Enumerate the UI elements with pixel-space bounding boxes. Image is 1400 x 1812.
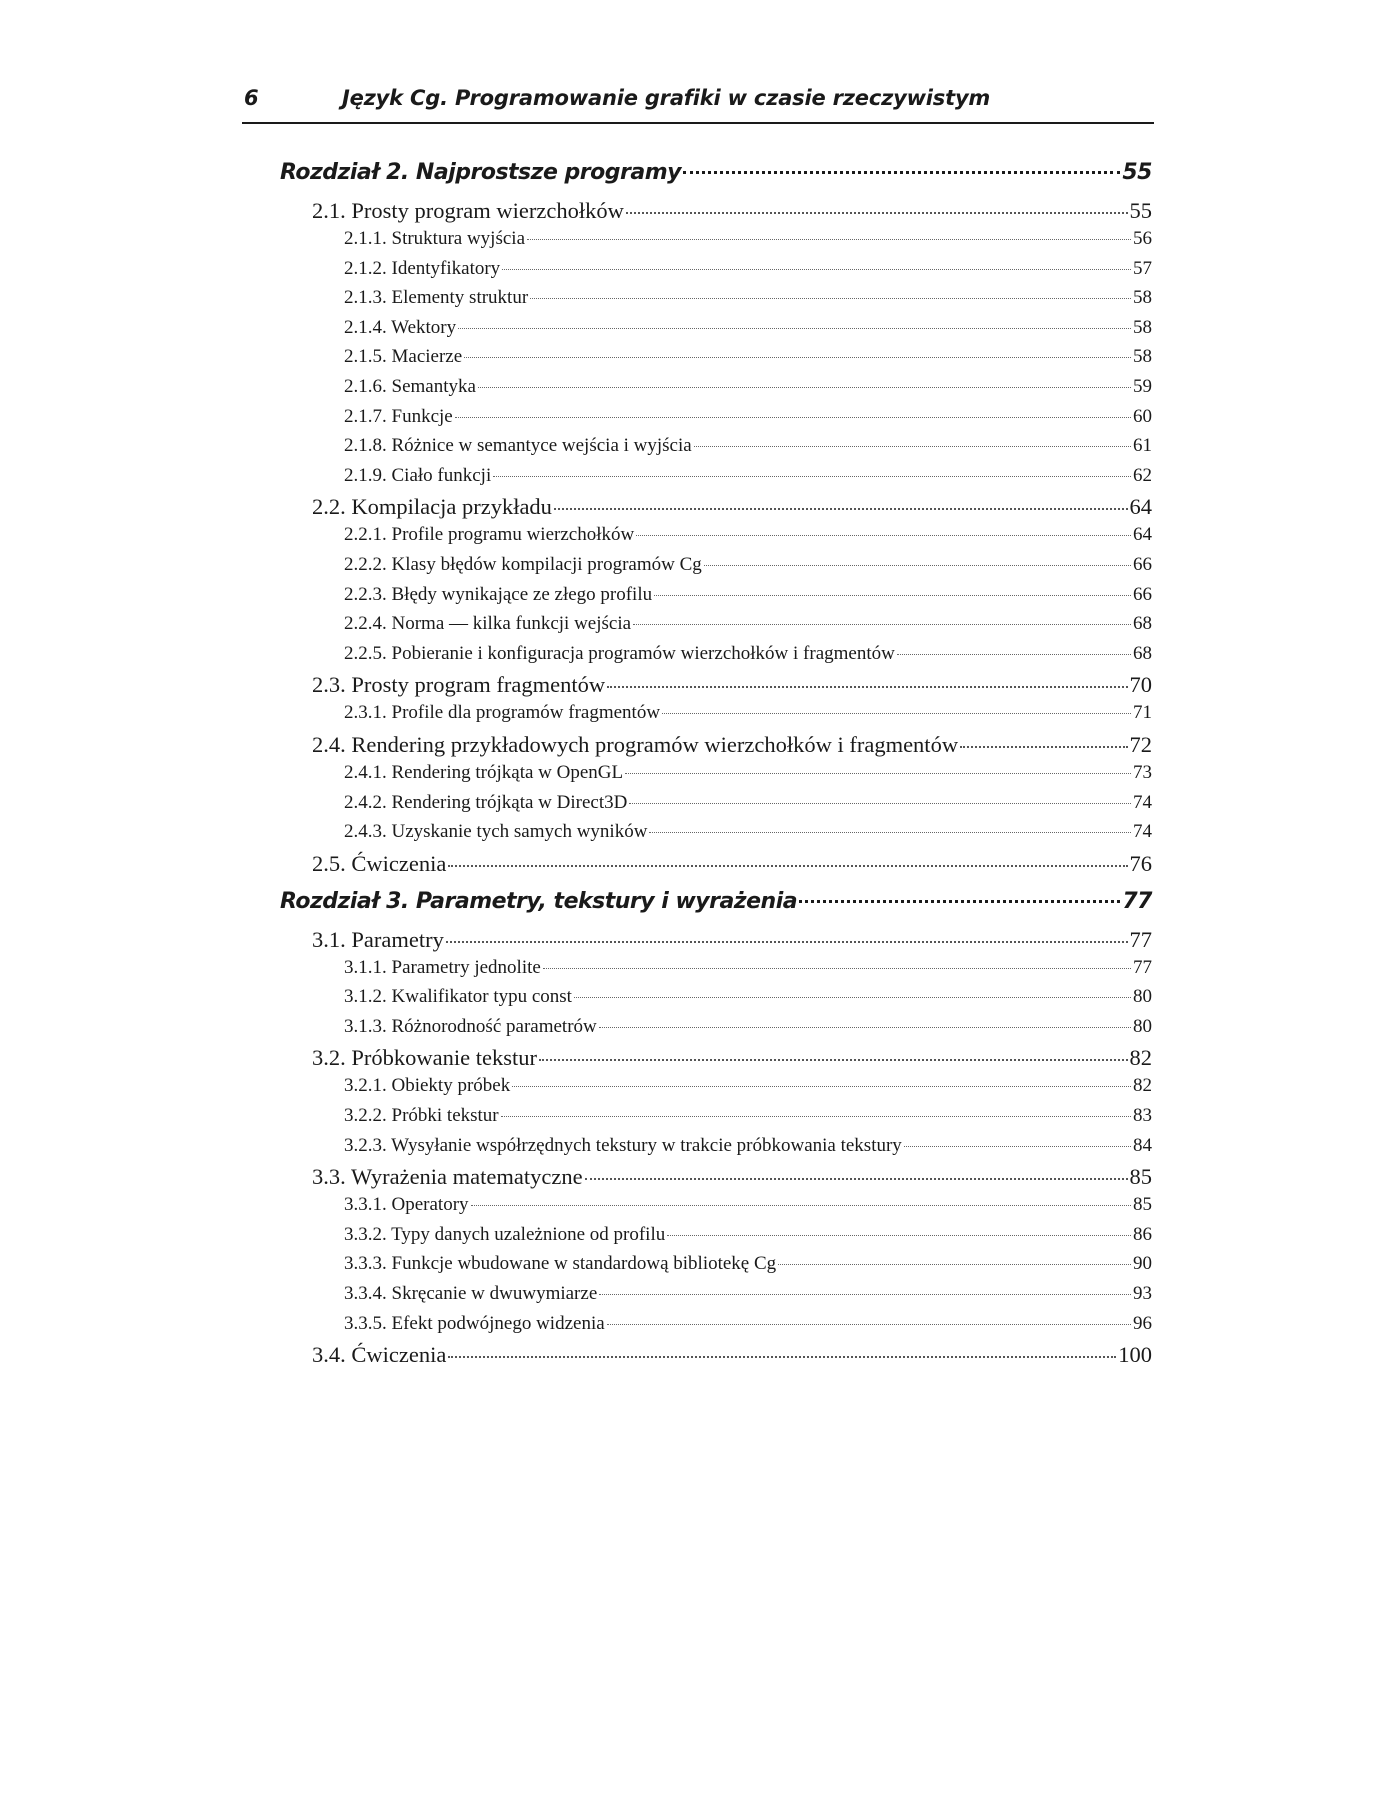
toc-subsection-entry[interactable] xyxy=(280,554,1152,584)
toc-leader-dots xyxy=(960,746,1127,748)
toc-leader-dots xyxy=(512,1086,1131,1087)
toc-subsection-entry[interactable] xyxy=(280,435,1152,465)
toc-entry-title: 2.1.4. Wektory xyxy=(344,316,457,338)
toc-entry-title: 3.2.2. Próbki tekstur xyxy=(344,1105,499,1127)
toc-subsection-entry[interactable] xyxy=(280,376,1152,406)
toc-page-number: 66 xyxy=(1133,583,1152,605)
toc-subsection-entry[interactable] xyxy=(280,465,1152,495)
toc-subsection-entry[interactable] xyxy=(280,287,1152,317)
toc-leader-dots xyxy=(527,239,1131,240)
toc-leader-dots xyxy=(446,941,1128,943)
toc-entry-title: 3.3. Wyrażenia matematyczne xyxy=(312,1164,583,1190)
toc-leader-dots xyxy=(667,1235,1131,1236)
toc-leader-dots xyxy=(478,387,1131,388)
toc-page-number: 100 xyxy=(1118,1342,1152,1368)
toc-leader-dots xyxy=(455,417,1131,418)
toc-section-entry[interactable] xyxy=(280,1342,1152,1372)
toc-page-number: 68 xyxy=(1133,642,1152,664)
toc-section-entry[interactable] xyxy=(280,1045,1152,1075)
toc-page-number: 83 xyxy=(1133,1105,1152,1127)
page-header xyxy=(242,82,1154,124)
toc-page-number: 90 xyxy=(1133,1253,1152,1275)
toc-page-number: 77 xyxy=(1129,926,1152,952)
toc-leader-dots xyxy=(464,357,1131,358)
toc-page-number: 55 xyxy=(1122,160,1152,185)
toc-entry-title: 2.1.8. Różnice w semantyce wejścia i wyjścia xyxy=(344,435,692,457)
toc-subsection-entry[interactable] xyxy=(280,643,1152,673)
toc-subsection-entry[interactable] xyxy=(280,584,1152,614)
toc-leader-dots xyxy=(633,624,1131,625)
toc-entry-title: 2.1.6. Semantyka xyxy=(344,375,476,397)
toc-subsection-entry[interactable] xyxy=(280,406,1152,436)
toc-entry-title: 3.4. Ćwiczenia xyxy=(312,1342,447,1368)
toc-leader-dots xyxy=(662,713,1131,714)
toc-page-number: 77 xyxy=(1122,888,1152,914)
toc-section-entry[interactable] xyxy=(280,198,1152,228)
toc-page-number: 58 xyxy=(1133,346,1152,368)
toc-leader-dots xyxy=(704,565,1131,566)
toc-leader-dots xyxy=(694,446,1131,447)
toc-entry-title: 3.1.3. Różnorodność parametrów xyxy=(344,1015,597,1037)
toc-entry-title: 2.4.2. Rendering trójkąta w Direct3D xyxy=(344,791,628,813)
toc-leader-dots xyxy=(501,1116,1131,1117)
toc-page-number: 82 xyxy=(1133,1075,1152,1097)
toc-entry-title: 3.1. Parametry xyxy=(312,926,444,952)
toc-leader-dots xyxy=(607,1324,1131,1325)
toc-page-number: 62 xyxy=(1133,464,1152,486)
toc-entry-title: 2.1. Prosty program wierzchołków xyxy=(312,198,624,223)
toc-chapter-title: Rozdział 2. Najprostsze programy xyxy=(280,160,681,185)
toc-page-number: 68 xyxy=(1133,613,1152,635)
toc-leader-dots xyxy=(574,997,1131,998)
toc-entry-title: 2.3. Prosty program fragmentów xyxy=(312,672,606,698)
toc-entry-title: 3.2. Próbkowanie tekstur xyxy=(312,1045,537,1071)
toc-subsection-entry[interactable] xyxy=(280,1016,1152,1046)
toc-entry-title: 2.1.7. Funkcje xyxy=(344,405,453,427)
toc-entry-title: 2.1.3. Elementy struktur xyxy=(344,287,529,309)
toc-page-number: 96 xyxy=(1133,1312,1152,1334)
toc-entry-title: 2.2.3. Błędy wynikające ze złego profilu xyxy=(344,583,653,605)
toc-entry-title: 2.4. Rendering przykładowych programów wierzchołków i fragmentów xyxy=(312,731,959,757)
toc-page-number: 58 xyxy=(1133,316,1152,338)
toc-page-number: 84 xyxy=(1133,1134,1152,1156)
toc-leader-dots xyxy=(778,1264,1131,1265)
toc-leader-dots xyxy=(599,1027,1131,1028)
toc-chapter-title: Rozdział 3. Parametry, tekstury i wyrażenia xyxy=(280,888,798,914)
toc-leader-dots xyxy=(636,535,1131,536)
toc-leader-dots xyxy=(654,595,1131,596)
toc-subsection-entry[interactable] xyxy=(280,1075,1152,1105)
toc-entry-title: 2.3.1. Profile dla programów fragmentów xyxy=(344,702,661,724)
book-title: Język Cg. Programowanie grafiki w czasie rzeczywistym xyxy=(342,86,991,110)
toc-subsection-entry[interactable] xyxy=(280,1105,1152,1135)
toc-page-number: 55 xyxy=(1129,198,1152,223)
toc-chapter-heading[interactable] xyxy=(280,160,1152,198)
toc-entry-title: 2.2.4. Norma — kilka funkcji wejścia xyxy=(344,613,632,635)
toc-page-number: 82 xyxy=(1129,1045,1152,1071)
toc-page-number: 57 xyxy=(1133,257,1152,279)
toc-chapter xyxy=(280,160,1152,881)
toc-section-entry[interactable] xyxy=(280,672,1152,702)
toc-page-number: 74 xyxy=(1133,821,1152,843)
toc-subsection-entry[interactable] xyxy=(280,1253,1152,1283)
toc-leader-dots xyxy=(493,476,1131,477)
toc-page-number: 70 xyxy=(1129,672,1152,698)
toc-entry-title: 2.1.9. Ciało funkcji xyxy=(344,464,492,486)
toc-entry-title: 2.2.2. Klasy błędów kompilacji programów Cg xyxy=(344,553,702,575)
toc-leader-dots xyxy=(683,171,1120,174)
toc-leader-dots xyxy=(599,1294,1131,1295)
toc-page-number: 60 xyxy=(1133,405,1152,427)
toc-page-number: 64 xyxy=(1133,524,1152,546)
toc-entry-title: 2.1.2. Identyfikatory xyxy=(344,257,501,279)
toc-chapter xyxy=(280,889,1152,1373)
toc-entry-title: 2.4.1. Rendering trójkąta w OpenGL xyxy=(344,761,624,783)
toc-subsection-entry[interactable] xyxy=(280,613,1152,643)
toc-page-number: 72 xyxy=(1129,731,1152,757)
toc-section-entry[interactable] xyxy=(280,927,1152,957)
toc-entry-title: 3.3.4. Skręcanie w dwuwymiarze xyxy=(344,1283,598,1305)
toc-page-number: 93 xyxy=(1133,1283,1152,1305)
toc-subsection-entry[interactable] xyxy=(280,1313,1152,1343)
toc-entry-title: 2.1.5. Macierze xyxy=(344,346,463,368)
toc-leader-dots xyxy=(458,328,1131,329)
toc-subsection-entry[interactable] xyxy=(280,524,1152,554)
toc-subsection-entry[interactable] xyxy=(280,1135,1152,1165)
toc-page-number: 56 xyxy=(1133,228,1152,249)
toc-leader-dots xyxy=(530,298,1131,299)
toc-entry-title: 2.2.1. Profile programu wierzchołków xyxy=(344,524,635,546)
toc-leader-dots xyxy=(554,508,1128,510)
toc-chapter-heading[interactable] xyxy=(280,889,1152,927)
toc-page-number: 80 xyxy=(1133,986,1152,1008)
toc-section-entry[interactable] xyxy=(280,494,1152,524)
toc-entry-title: 2.4.3. Uzyskanie tych samych wyników xyxy=(344,821,648,843)
toc-entry-title: 3.2.1. Obiekty próbek xyxy=(344,1075,511,1097)
toc-page-number: 61 xyxy=(1133,435,1152,457)
toc-entry-title: 3.3.3. Funkcje wbudowane w standardową bibliotekę Cg xyxy=(344,1253,777,1275)
toc-page-number: 85 xyxy=(1129,1164,1152,1190)
toc-subsection-entry[interactable] xyxy=(280,762,1152,792)
toc-entry-title: 3.1.1. Parametry jednolite xyxy=(344,956,541,978)
toc-entry-title: 3.3.2. Typy danych uzależnione od profilu xyxy=(344,1223,666,1245)
toc-page-number: 80 xyxy=(1133,1015,1152,1037)
toc-leader-dots xyxy=(471,1205,1131,1206)
toc-page-number: 58 xyxy=(1133,287,1152,309)
toc-section-entry[interactable] xyxy=(280,851,1152,881)
toc-subsection-entry[interactable] xyxy=(280,1283,1152,1313)
toc-leader-dots xyxy=(897,654,1131,655)
toc-subsection-entry[interactable] xyxy=(280,702,1152,732)
toc-subsection-entry[interactable] xyxy=(280,986,1152,1016)
toc-page-number: 73 xyxy=(1133,761,1152,783)
toc-entry-title: 2.5. Ćwiczenia xyxy=(312,850,447,876)
toc-leader-dots xyxy=(626,212,1128,214)
toc-section-entry[interactable] xyxy=(280,732,1152,762)
toc-entry-title: 3.2.3. Wysyłanie współrzędnych tekstury w trakcie próbkowania tekstury xyxy=(344,1134,902,1156)
toc-page-number: 85 xyxy=(1133,1194,1152,1216)
toc-leader-dots xyxy=(904,1146,1131,1147)
toc-leader-dots xyxy=(543,968,1131,969)
toc-page-number: 74 xyxy=(1133,791,1152,813)
toc-leader-dots xyxy=(448,1356,1116,1358)
toc-page-number: 66 xyxy=(1133,553,1152,575)
toc-leader-dots xyxy=(625,773,1131,774)
toc-leader-dots xyxy=(585,1178,1128,1180)
toc-entry-title: 2.1.1. Struktura wyjścia xyxy=(344,228,526,249)
toc-subsection-entry[interactable] xyxy=(280,1224,1152,1254)
toc-subsection-entry[interactable] xyxy=(280,317,1152,347)
toc-subsection-entry[interactable] xyxy=(280,228,1152,258)
toc-subsection-entry[interactable] xyxy=(280,1194,1152,1224)
toc-page-number: 77 xyxy=(1133,956,1152,978)
toc-subsection-entry[interactable] xyxy=(280,821,1152,851)
toc-entry-title: 3.3.5. Efekt podwójnego widzenia xyxy=(344,1312,605,1334)
toc-subsection-entry[interactable] xyxy=(280,346,1152,376)
toc-leader-dots xyxy=(629,803,1131,804)
toc-entry-title: 3.3.1. Operatory xyxy=(344,1194,469,1216)
toc-leader-dots xyxy=(448,865,1127,867)
toc-leader-dots xyxy=(539,1059,1128,1061)
toc-page-number: 76 xyxy=(1129,850,1152,876)
toc-entry-title: 2.2. Kompilacja przykładu xyxy=(312,494,552,520)
page-number: 6 xyxy=(244,86,259,110)
table-of-contents xyxy=(280,160,1152,1380)
toc-page-number: 86 xyxy=(1133,1223,1152,1245)
toc-page-number: 59 xyxy=(1133,375,1152,397)
toc-entry-title: 3.1.2. Kwalifikator typu const xyxy=(344,986,572,1008)
toc-subsection-entry[interactable] xyxy=(280,258,1152,288)
toc-page-number: 64 xyxy=(1129,494,1152,520)
toc-entry-title: 2.2.5. Pobieranie i konfiguracja programów wierzchołków i fragmentów xyxy=(344,642,895,664)
toc-leader-dots xyxy=(649,832,1131,833)
toc-page-number: 71 xyxy=(1133,702,1152,724)
toc-leader-dots xyxy=(799,900,1120,903)
toc-subsection-entry[interactable] xyxy=(280,957,1152,987)
toc-leader-dots xyxy=(607,686,1127,688)
toc-leader-dots xyxy=(502,269,1131,270)
toc-subsection-entry[interactable] xyxy=(280,792,1152,822)
toc-section-entry[interactable] xyxy=(280,1164,1152,1194)
